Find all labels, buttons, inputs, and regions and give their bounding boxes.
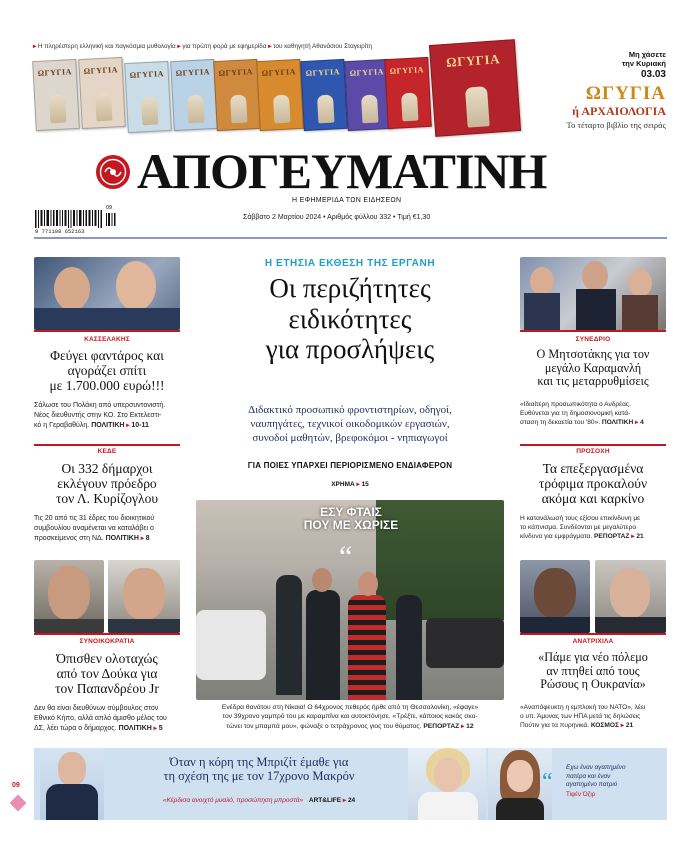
body-line: Ενέδρα θανάτου στη Νίκαια! Ο 64χρονος πεθερός ήρθε από τη Θεσσαλονίκη, «έφαγε» xyxy=(221,704,479,711)
page-ref-number[interactable]: 12 xyxy=(466,722,474,730)
page-ref[interactable]: ΠΟΛΙΤΙΚΗ xyxy=(601,419,634,427)
banner-headline xyxy=(114,755,404,783)
headline-line: αγοράζει σπίτι xyxy=(67,363,147,379)
banner-side-quote xyxy=(566,764,626,799)
section-label: ΑΝΑΤΡΙΧΙΛΑ xyxy=(572,638,614,645)
body-line: συμβουλίου αναμένεται να καταλάβει ο xyxy=(34,524,154,532)
section-rule xyxy=(34,330,180,332)
page-ref-number[interactable]: 21 xyxy=(636,533,644,541)
page-number: 09 xyxy=(12,782,20,789)
statue-icon xyxy=(273,95,290,124)
body-line: «Ιδιαίτερη προσωπικότητα ο Ανδρέας. xyxy=(520,401,631,408)
body-line: Νέος διευθυντής στην ΚΟ. Στο Εκτελεστι- xyxy=(34,411,162,419)
article-body: «Ιδιαίτερη προσωπικότητα ο Ανδρέας. Ευθύνεται για τη δημοσιονομική κατά- σταση τη δεκαετία του '80». ΠΟΛΙΤΙΚΗ ▸ 4 xyxy=(520,400,666,428)
book-title: ΩΓΥΓΙΑ xyxy=(305,67,341,78)
headline-line: μεγάλο Καραμανλή xyxy=(544,360,642,375)
photo-kasselakis xyxy=(34,257,180,330)
page-ref-number[interactable]: 5 xyxy=(158,724,163,732)
headline-line: για προσλήψεις xyxy=(265,334,435,364)
statue-icon xyxy=(49,95,66,124)
book-cover-featured xyxy=(429,39,521,137)
headline-line: τον Παπανδρέου Jr xyxy=(55,681,159,697)
promo-right-line: Μη χάσετε xyxy=(628,50,666,59)
section-label: ΣΥΝΕΔΡΙΟ xyxy=(575,336,611,343)
quote-mark-icon: “ xyxy=(542,769,553,795)
section-label: ΣΥΝΟΙΚΟΚΡΑΤΙΑ xyxy=(79,638,135,645)
statue-icon xyxy=(187,95,204,124)
book-cover xyxy=(300,59,348,131)
page-ref[interactable]: ΡΕΠΟΡΤΑΖ xyxy=(423,722,460,730)
dek-line: συνοδοί μαθητών, βρεφοκόμοι - νηπιαγωγοί xyxy=(252,432,448,445)
promo-date: 03.03 xyxy=(640,68,666,80)
headline-line: Όταν η κόρη της Μπριζίτ έμαθε για xyxy=(169,755,349,769)
page-ref-number[interactable]: 8 xyxy=(145,534,150,542)
book-cover xyxy=(78,57,126,129)
headline-line: Ο Μητσοτάκης για τον xyxy=(536,347,650,361)
statue-icon xyxy=(230,95,247,124)
headline-line: Οι περιζήτητες xyxy=(269,273,431,303)
book-cover xyxy=(256,59,304,131)
page-ref[interactable]: ΠΟΛΙΤΙΚΗ xyxy=(105,534,139,542)
promo-bar xyxy=(33,43,372,50)
barcode-number: 9 771108 652163 xyxy=(35,228,85,235)
quote-line: αγαπημένο πατριό xyxy=(566,781,618,788)
section-rule xyxy=(34,633,180,635)
headline-line: τρόφιμα προκαλούν xyxy=(538,476,648,492)
series-title: ΩΓΥΓΙΑ xyxy=(585,83,666,104)
quote-line: Εχω έναν αγαπημένο xyxy=(566,764,626,771)
page-ref[interactable]: ΡΕΠΟΡΤΑΖ xyxy=(594,533,630,541)
promo-arrow: ▸ xyxy=(268,43,272,50)
photo-quote xyxy=(276,506,426,532)
page-ref[interactable]: ART&LIFE xyxy=(308,797,342,804)
book-cover xyxy=(213,59,261,131)
photo-macron xyxy=(40,748,104,820)
headline-line: τη σχέση της με τον 17χρονο Μακρόν xyxy=(163,769,355,783)
promo-item: του καθηγητή Αθανάσιου Σταγειρίτη xyxy=(273,43,373,50)
lead-dek xyxy=(196,403,504,445)
body-line: Ευθύνεται για τη δημοσιονομική κατά- xyxy=(520,410,631,418)
section-label: ΚΕΔΕ xyxy=(97,448,117,455)
body-line: κό η Γεραβαθύλη. xyxy=(34,421,90,429)
lead-ref: ΧΡΗΜΑ ▸ 15 xyxy=(331,481,369,488)
section-rule xyxy=(520,330,666,332)
statue-icon xyxy=(401,93,418,122)
body-line: ο υπ. Άμυνας των ΗΠΑ μετά τις δηλώσεις xyxy=(520,713,641,721)
book-title: ΩΓΥΓΙΑ xyxy=(175,67,211,78)
promo-right xyxy=(622,50,666,81)
quote-line: πατέρα και έναν xyxy=(566,772,611,780)
body-line: τον 39χρονο γαμπρό του με καραμπίνα και αυτοκτόνησε. «Τρέξτε, κάποιος κακός σκο- xyxy=(222,713,478,721)
headline-line: και τις μεταρρυθμίσεις xyxy=(537,374,649,389)
lead-story: Ενέδρα θανάτου στη Νίκαια! Ο 64χρονος πεθερός ήρθε από τη Θεσσαλονίκη, «έφαγε» τον 39χρονο γαμπρό του με καραμπίνα και αυτοκτόνησε. «Τρέξτε, κάποιος κακός σκο- τώνει τον μπαμπά μου», φώναξε ο τετράχρονος γιος του θύματος. ΡΕΠΟΡΤΑΖ ▸ 12 xyxy=(196,703,504,731)
article-body: «Αναπόφευκτη η εμπλοκή του ΝΑΤΟ», λέει ο υπ. Άμυνας των ΗΠΑ μετά τις δηλώσεις Πούτιν για τα πυρηνικά. ΚΟΣΜΟΣ ▸ 21 xyxy=(520,703,666,731)
body-line: Πούτιν για τα πυρηνικά. xyxy=(520,722,589,730)
book-title: ΩΓΥΓΙΑ xyxy=(261,67,297,78)
promo-arrow: ▸ xyxy=(33,43,37,50)
book-title: ΩΓΥΓΙΑ xyxy=(445,51,501,70)
page-ref-number[interactable]: 21 xyxy=(625,722,634,730)
article-headline xyxy=(520,348,666,389)
body-line: το κάπνισμα. Συνδέονται με μεγαλύτερο xyxy=(520,524,636,532)
body-line: τώνει τον μπαμπά μου», φώναξε ο τετράχρονος γιος του θύματος. xyxy=(226,722,422,730)
barcode-icon xyxy=(35,210,117,230)
article-headline xyxy=(520,651,666,692)
barcode-addon: 09 xyxy=(106,205,113,211)
book-cover xyxy=(170,59,218,131)
body-line: κίνδυνο για εμφράγματα. xyxy=(520,533,593,541)
series-subtitle: ή ΑΡΧΑΙΟΛΟΓΙΑ xyxy=(572,104,666,118)
book-title: ΩΓΥΓΙΑ xyxy=(129,69,165,80)
masthead-subtitle: Η ΕΦΗΜΕΡΙΔΑ ΤΩΝ ΕΙΔΗΣΕΩΝ xyxy=(292,197,402,204)
banner-quote: «Κέρδισα ανοιχτό μυαλό, προσώπηση μπροστά» ART&LIFE ▸ 24 xyxy=(162,797,356,804)
lead-headline xyxy=(196,273,504,365)
page-ref-number[interactable]: 15 xyxy=(361,481,369,488)
dek-line: ναυπηγάτες, τεχνικοί οικοδομικών εργασιών, xyxy=(250,418,450,431)
headline-line: Τα επεξεργασμένα xyxy=(542,461,644,476)
page-ref-number[interactable]: 24 xyxy=(347,797,356,804)
photo-brigitte xyxy=(408,748,486,820)
page-ref[interactable]: ΠΟΛΙΤΙΚΗ xyxy=(118,724,152,732)
headline-line: «Πάμε για νέο πόλεμο xyxy=(538,650,648,664)
quote-author: Τιφέν Όζιρ xyxy=(566,790,596,798)
lead-kicker: Η ΕΤΗΣΙΑ ΕΚΘΕΣΗ ΤΗΣ ΕΡΓΑΝΗ xyxy=(264,258,436,269)
logo-emblem xyxy=(94,153,132,191)
body-line: Σάλωσε του Πολάκη από υπερσυντονιστή. xyxy=(34,402,166,409)
page-ref-number[interactable]: 10-11 xyxy=(131,421,149,429)
article-body: Η κατανάλωσή τους εξίσου επικίνδυνη με το κάπνισμα. Συνδέονται με μεγαλύτερο κίνδυνο για εμφράγματα. ΡΕΠΟΡΤΑΖ ▸ 21 xyxy=(520,514,666,542)
body-line: Τις 20 από τις 31 έδρες του διοικητικού xyxy=(34,515,155,522)
photo-papandreou xyxy=(34,560,104,633)
body-line: Δεν θα είναι διευθύνων σύμβουλος στον xyxy=(34,705,159,712)
article-headline xyxy=(520,461,666,506)
photo-austin xyxy=(520,560,590,633)
body-line: ΔΣ, λέει τώρα ο δήμαρχος. xyxy=(34,724,117,732)
book-cover xyxy=(124,61,172,133)
statue-icon xyxy=(317,95,334,124)
promo-item: Η πληρέστερη ελληνική και παγκόσμια μυθολογία xyxy=(37,43,176,50)
diamond-icon xyxy=(10,795,27,812)
body-line: προσκείμενος στη ΝΔ. xyxy=(34,534,104,542)
promo-arrow: ▸ xyxy=(177,43,181,50)
quote-line: ΕΣΥ ΦΤΑΙΣ xyxy=(320,505,382,519)
book-cover xyxy=(384,57,432,129)
body-line: σταση τη δεκαετία του '80». xyxy=(520,419,601,427)
headline-line: εκλέγουν πρόεδρο xyxy=(57,476,157,492)
article-headline xyxy=(34,348,180,393)
statue-icon xyxy=(361,95,378,124)
article-body: Σάλωσε του Πολάκη από υπερσυντονιστή. Νέος διευθυντής στην ΚΟ. Στο Εκτελεστι- κό η Γεραβαθύλη. ΠΟΛΙΤΙΚΗ ▸ 10-11 xyxy=(34,401,180,430)
bottom-banner[interactable] xyxy=(34,748,667,820)
dek-line: Διδακτικό προσωπικό φροντιστηρίων, οδηγοί, xyxy=(248,404,452,416)
promo-right-line: την Κυριακή xyxy=(621,59,666,69)
page-ref[interactable]: ΚΟΣΜΟΣ xyxy=(590,722,619,730)
section-rule xyxy=(520,633,666,635)
quote-line: ΠΟΥ ΜΕ ΧΩΡΙΣΕ xyxy=(303,518,399,533)
section-rule xyxy=(520,444,666,446)
quote-mark-icon: “ xyxy=(339,540,353,573)
body-line: «Αναπόφευκτη η εμπλοκή του ΝΑΤΟ», λέει xyxy=(520,704,646,711)
photo-putin xyxy=(595,560,666,633)
photo-doukas xyxy=(108,560,180,633)
headline-line: αν πτηθεί από τους xyxy=(546,663,640,678)
headline-line: ειδικότητες xyxy=(288,303,412,334)
section-label: ΠΡΟΣΟΧΗ xyxy=(576,448,610,455)
headline-line: Όπισθεν ολοταχώς xyxy=(56,651,158,666)
article-headline xyxy=(34,461,180,506)
book-cover xyxy=(32,59,80,131)
statue-icon xyxy=(95,93,112,122)
section-label: ΚΑΣΣΕΛΑΚΗΣ xyxy=(84,336,130,343)
lead-subhead: ΓΙΑ ΠΟΙΕΣ ΥΠΑΡΧΕΙ ΠΕΡΙΟΡΙΣΜΕΝΟ ΕΝΔΙΑΦΕΡΟΝ xyxy=(247,461,453,470)
headline-line: με 1.700.000 ευρώ!!! xyxy=(49,378,165,394)
quote-line: «Κέρδισα ανοιχτό μυαλό, προσώπηση μπροστά» xyxy=(162,797,304,804)
headline-line: Οι 332 δήμαρχοι xyxy=(61,461,153,476)
article-body: Τις 20 από τις 31 έδρες του διοικητικού συμβουλίου αναμένεται να καταλάβει ο προσκείμενος στη ΝΔ. ΠΟΛΙΤΙΚΗ ▸ 8 xyxy=(34,514,180,543)
series-tagline: Το τέταρτο βιβλίο της σειράς xyxy=(566,120,666,130)
book-title: ΩΓΥΓΙΑ xyxy=(218,67,254,78)
body-line: Εθνικό Κήπο, αλλά απλό άμισθο μέλος του xyxy=(34,714,167,722)
book-title: ΩΓΥΓΙΑ xyxy=(37,67,73,78)
issue-line: Σάββατο 2 Μαρτίου 2024 • Αριθμός φύλλου 332 • Τιμή €1,30 xyxy=(243,214,431,221)
book-title: ΩΓΥΓΙΑ xyxy=(349,67,385,78)
book-title: ΩΓΥΓΙΑ xyxy=(83,65,119,76)
statue-icon xyxy=(465,86,490,127)
promo-item: για πρώτη φορά με εφημερίδα xyxy=(182,43,267,50)
headline-line: ακόμα και καρκίνο xyxy=(541,491,645,507)
book-title: ΩΓΥΓΙΑ xyxy=(389,65,425,76)
page-ref[interactable]: ΧΡΗΜΑ xyxy=(331,481,355,488)
photo-mitsotakis xyxy=(520,257,666,330)
section-rule xyxy=(34,444,180,446)
article-body: Δεν θα είναι διευθύνων σύμβουλος στον Εθνικό Κήπο, αλλά απλό άμισθο μέλος του ΔΣ, λέει τώρα ο δήμαρχος. ΠΟΛΙΤΙΚΗ ▸ 5 xyxy=(34,704,180,733)
masthead-rule xyxy=(34,237,667,239)
page-ref-number[interactable]: 4 xyxy=(640,419,644,427)
masthead-title: ΑΠΟΓΕΥΜΑΤΙΝΗ xyxy=(137,143,547,199)
article-headline xyxy=(34,651,180,696)
lead-photo xyxy=(196,500,504,700)
statue-icon xyxy=(141,97,158,126)
page-ref[interactable]: ΠΟΛΙΤΙΚΗ xyxy=(91,421,125,429)
headline-line: από τον Δούκα για xyxy=(56,666,158,682)
headline-line: Φεύγει φαντάρος και xyxy=(50,348,164,363)
body-line: Η κατανάλωσή τους εξίσου επικίνδυνη με xyxy=(520,515,641,522)
headline-line: τον Λ. Κυρίζογλου xyxy=(55,491,159,507)
headline-line: Ρώσους η Ουκρανία» xyxy=(540,677,646,692)
